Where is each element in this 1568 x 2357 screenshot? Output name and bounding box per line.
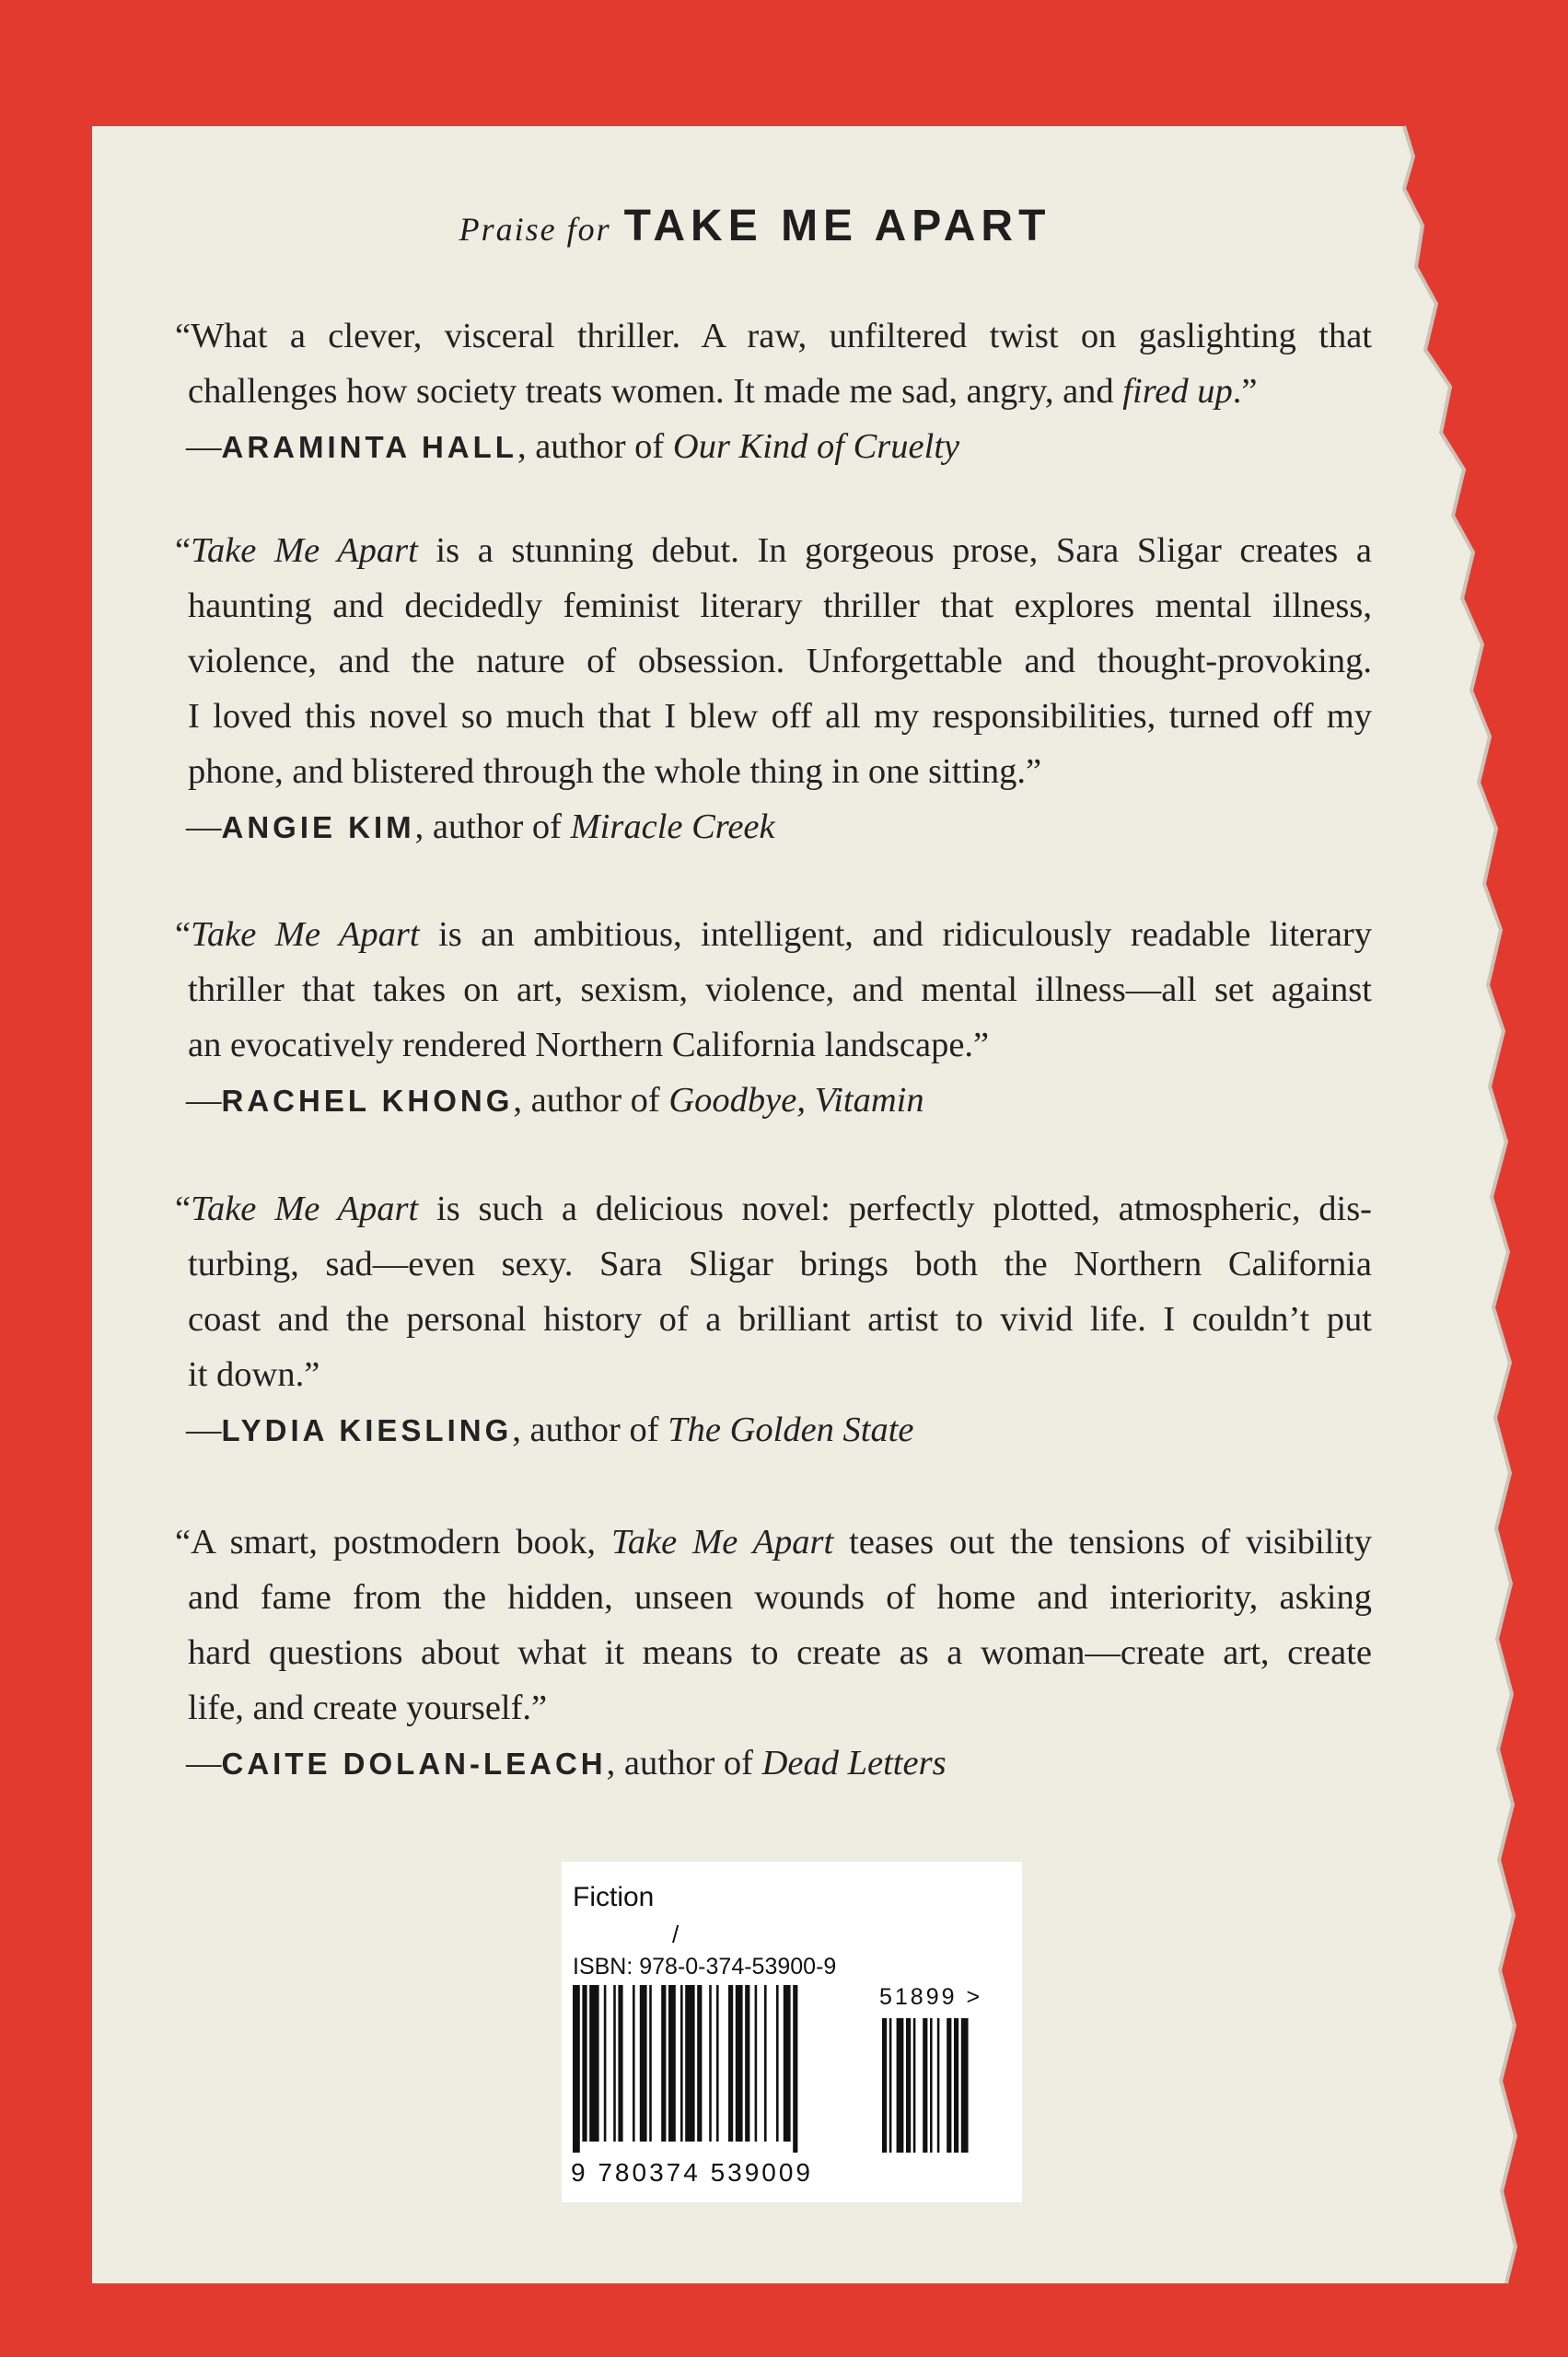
- barcode-bar: [728, 1985, 733, 2142]
- barcode-bar: [755, 1985, 758, 2142]
- barcode-addon-price: 51899 >: [879, 1984, 983, 2010]
- barcode-bar: [613, 1985, 616, 2142]
- barcode-bar: [736, 1985, 743, 2142]
- barcode-addon-bar: [906, 2018, 911, 2153]
- barcode-bar: [633, 1985, 635, 2142]
- barcode-addon-bar: [897, 2018, 904, 2153]
- blurb-attribution: —LYDIA KIESLING, author of The Golden State: [186, 1411, 914, 1449]
- quote-line: “A smart, postmodern book, Take Me Apart teases out the tensions of visibility: [175, 1523, 1372, 1562]
- barcode-bar: [589, 1985, 598, 2142]
- blurb-attribution: —ANGIE KIM, author of Miracle Creek: [186, 807, 775, 846]
- blurb-quote-4: [175, 1181, 1372, 1458]
- barcode-addon-bar: [889, 2018, 892, 2153]
- quote-line: thriller that takes on art, sexism, violence, and mental illness—all set against: [188, 970, 1372, 1009]
- isbn-barcode-box: [562, 1862, 1022, 2202]
- quote-line: “Take Me Apart is a stunning debut. In gorgeous prose, Sara Sligar creates a: [175, 531, 1372, 570]
- blurb-quote-5: [175, 1515, 1372, 1792]
- quote-line: “Take Me Apart is an ambitious, intelligent, and ridiculously readable literary: [175, 915, 1372, 954]
- barcode-bar: [709, 1985, 712, 2142]
- barcode-bar: [784, 1985, 791, 2142]
- barcode-addon-bar: [913, 2018, 916, 2153]
- blurb-quote-3: [175, 907, 1372, 1129]
- quote-line: phone, and blistered through the whole thing in one sitting.”: [188, 752, 1042, 791]
- barcode-bar: [649, 1985, 652, 2142]
- blurb-author: ANGIE KIM: [221, 810, 415, 844]
- barcode-bar: [793, 1985, 797, 2153]
- barcode-addon-bar: [947, 2018, 951, 2153]
- barcode-bar: [668, 1985, 676, 2142]
- blurb-author: RACHEL KHONG: [221, 1084, 514, 1118]
- quote-line: violence, and the nature of obsession. Unforgettable and thought-provoking.: [188, 642, 1372, 680]
- barcode-bar: [776, 1985, 779, 2142]
- barcode-bar: [640, 1985, 647, 2142]
- isbn-number: ISBN: 978-0-374-53900-9: [573, 1954, 837, 1980]
- barcode-digits: 9 780374 539009: [571, 2158, 813, 2187]
- barcode-addon-bar: [937, 2018, 940, 2153]
- blurb-attribution: —CAITE DOLAN-LEACH, author of Dead Letters: [186, 1744, 947, 1782]
- barcode-bar: [618, 1985, 622, 2142]
- barcode-bar: [604, 1985, 607, 2142]
- blurb-book: Goodbye, Vitamin: [668, 1081, 924, 1120]
- barcode-addon-bar: [930, 2018, 933, 2153]
- barcode-addon-bar: [954, 2018, 958, 2153]
- blurb-book: The Golden State: [668, 1411, 914, 1449]
- barcode-bar: [716, 1985, 719, 2142]
- quote-line: coast and the personal history of a brilliant artist to vivid life. I couldn’t put: [188, 1300, 1372, 1339]
- barcode-bar: [582, 1985, 587, 2142]
- barcode-addon-bar: [923, 2018, 927, 2153]
- quote-line: haunting and decidedly feminist literary thriller that explores mental illness,: [188, 586, 1372, 625]
- barcode-bars: [569, 1985, 1011, 2160]
- blurb-author: LYDIA KIESLING: [221, 1413, 513, 1447]
- praise-heading: [0, 201, 1510, 251]
- barcode-slash: /: [672, 1921, 679, 1948]
- barcode-bar: [573, 1985, 580, 2153]
- blurb-book: Dead Letters: [761, 1744, 947, 1782]
- blurb-author: CAITE DOLAN-LEACH: [221, 1747, 607, 1781]
- blurb-book: Miracle Creek: [570, 807, 775, 846]
- praise-prefix: Praise for: [459, 211, 611, 248]
- blurb-attribution: —RACHEL KHONG, author of Goodbye, Vitamin: [186, 1081, 924, 1120]
- barcode-addon-bar: [961, 2018, 969, 2153]
- blurb-attribution: —ARAMINTA HALL, author of Our Kind of Cruelty: [186, 427, 960, 466]
- blurb-quote-1: [175, 308, 1372, 475]
- quote-line: “What a clever, visceral thriller. A raw, unfiltered twist on gaslighting that: [175, 317, 1372, 355]
- book-title: TAKE ME APART: [623, 202, 1051, 250]
- barcode-category: Fiction: [573, 1882, 655, 1912]
- quote-line: I loved this novel so much that I blew off all my responsibilities, turned off my: [188, 697, 1372, 736]
- quote-line: challenges how society treats women. It made me sad, angry, and fired up.”: [188, 372, 1258, 411]
- barcode-addon-bar: [882, 2018, 887, 2153]
- quote-line: an evocatively rendered Northern California landscape.”: [188, 1026, 990, 1064]
- quote-line: “Take Me Apart is such a delicious novel: perfectly plotted, atmospheric, dis-: [175, 1190, 1373, 1228]
- quote-line: it down.”: [188, 1355, 320, 1394]
- blurb-book: Our Kind of Cruelty: [672, 427, 960, 466]
- quote-line: and fame from the hidden, unseen wounds of home and interiority, asking: [188, 1578, 1372, 1617]
- quote-line: hard questions about what it means to create as a woman—create art, create: [188, 1633, 1372, 1672]
- barcode-bar: [661, 1985, 666, 2142]
- barcode-bar: [685, 1985, 694, 2142]
- blurb-author: ARAMINTA HALL: [221, 430, 517, 464]
- barcode-bar: [745, 1985, 749, 2142]
- barcode-bar: [697, 1985, 702, 2142]
- barcode-bar: [680, 1985, 683, 2142]
- barcode-bar: [764, 1985, 767, 2142]
- quote-line: life, and create yourself.”: [188, 1689, 548, 1727]
- quote-line: turbing, sad—even sexy. Sara Sligar brings both the Northern California: [188, 1245, 1372, 1283]
- blurb-quote-2: [175, 523, 1372, 855]
